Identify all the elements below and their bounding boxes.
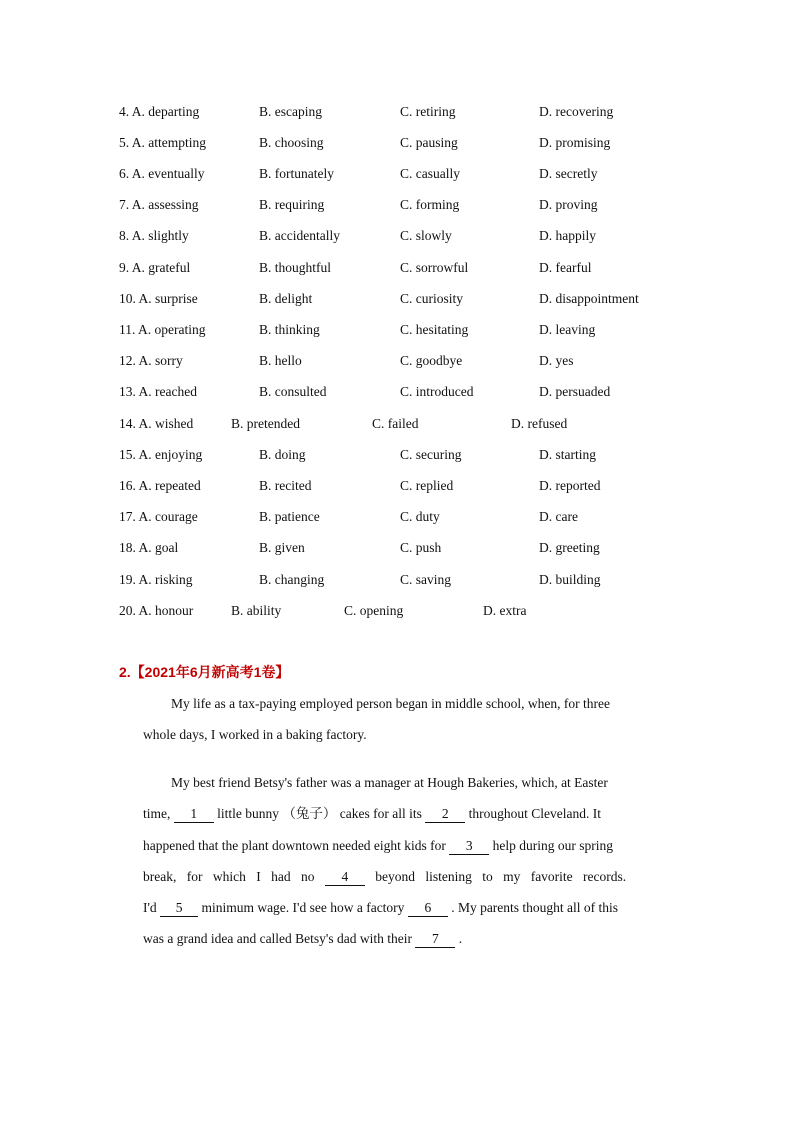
answer-blank: 3 — [449, 838, 489, 855]
option-row — [0, 507, 794, 527]
option-b: B. thoughtful — [259, 260, 332, 275]
option-a: 15. A. enjoying — [119, 447, 203, 462]
option-d: D. recovering — [539, 104, 614, 119]
option-d: D. yes — [539, 353, 574, 368]
option-row — [0, 538, 794, 558]
option-a: 5. A. attempting — [119, 135, 206, 150]
option-c: C. saving — [400, 572, 452, 587]
text: . — [458, 931, 463, 947]
passage-line: My best friend Betsy's father was a manager at Hough Bakeries, which, at Easter — [171, 775, 608, 790]
option-c: C. hesitating — [400, 322, 469, 337]
option-d: D. extra — [483, 603, 527, 618]
option-a: 4. A. departing — [119, 104, 200, 119]
option-d: D. leaving — [539, 322, 596, 337]
option-d: D. fearful — [539, 260, 592, 275]
option-a: 9. A. grateful — [119, 260, 191, 275]
option-b: B. given — [259, 540, 305, 555]
text: minimum wage. I'd see how a factory — [201, 900, 405, 916]
option-d: D. secretly — [539, 166, 598, 181]
option-c: C. duty — [400, 509, 440, 524]
text: happened that the plant downtown needed eight kids for — [143, 837, 446, 853]
option-row — [0, 601, 794, 621]
option-b: B. ability — [231, 603, 282, 618]
option-row — [0, 195, 794, 215]
option-c: C. pausing — [400, 135, 458, 150]
option-c: C. push — [400, 540, 442, 555]
answer-blank: 1 — [174, 806, 214, 823]
option-a: 12. A. sorry — [119, 353, 183, 368]
passage — [143, 688, 651, 751]
option-d: D. starting — [539, 447, 596, 462]
option-a: 14. A. wished — [119, 416, 194, 431]
option-b: B. thinking — [259, 322, 320, 337]
passage-line — [143, 830, 651, 861]
option-d: D. greeting — [539, 540, 600, 555]
option-b: B. recited — [259, 478, 312, 493]
passage-line: whole days, I worked in a baking factory. — [143, 727, 367, 743]
text: beyond listening to my favorite records. — [375, 868, 627, 884]
option-a: 10. A. surprise — [119, 291, 198, 306]
text: was a grand idea and called Betsy's dad with their — [143, 931, 412, 947]
option-row — [0, 226, 794, 246]
option-d: D. disappointment — [539, 291, 639, 306]
passage-line — [143, 892, 651, 923]
option-row — [0, 289, 794, 309]
option-a: 11. A. operating — [119, 322, 206, 337]
answer-blank: 5 — [160, 900, 198, 917]
option-c: C. slowly — [400, 228, 452, 243]
option-row — [0, 164, 794, 184]
passage — [143, 767, 651, 955]
option-row — [0, 320, 794, 340]
option-c: C. forming — [400, 197, 460, 212]
passage-line — [143, 923, 651, 954]
answer-blank: 7 — [415, 931, 455, 948]
option-b: B. hello — [259, 353, 302, 368]
text: I'd — [143, 900, 157, 916]
option-b: B. accidentally — [259, 228, 340, 243]
option-a: 18. A. goal — [119, 540, 179, 555]
option-c: C. sorrowful — [400, 260, 469, 275]
option-row — [0, 570, 794, 590]
option-a: 8. A. slightly — [119, 228, 189, 243]
option-row — [0, 351, 794, 371]
option-b: B. choosing — [259, 135, 324, 150]
option-row — [0, 382, 794, 402]
answer-blank: 4 — [325, 869, 365, 886]
passage-line — [143, 861, 651, 892]
option-c: C. retiring — [400, 104, 456, 119]
option-c: C. introduced — [400, 384, 474, 399]
passage-line — [143, 798, 651, 829]
option-c: C. replied — [400, 478, 454, 493]
option-row — [0, 476, 794, 496]
answer-blank: 6 — [408, 900, 448, 917]
option-d: D. persuaded — [539, 384, 611, 399]
option-d: D. promising — [539, 135, 611, 150]
option-c: C. securing — [400, 447, 462, 462]
option-row — [0, 133, 794, 153]
option-a: 16. A. repeated — [119, 478, 201, 493]
option-row — [0, 102, 794, 122]
option-d: D. care — [539, 509, 578, 524]
option-d: D. proving — [539, 197, 598, 212]
option-c: C. opening — [344, 603, 404, 618]
option-b: B. delight — [259, 291, 313, 306]
option-d: D. happily — [539, 228, 596, 243]
option-b: B. changing — [259, 572, 325, 587]
option-c: C. goodbye — [400, 353, 463, 368]
option-b: B. doing — [259, 447, 306, 462]
option-d: D. building — [539, 572, 601, 587]
text: help during our spring — [492, 837, 614, 853]
text: time, — [143, 806, 171, 822]
option-a: 20. A. honour — [119, 603, 194, 618]
option-a: 19. A. risking — [119, 572, 193, 587]
option-b: B. consulted — [259, 384, 327, 399]
option-b: B. pretended — [231, 416, 300, 431]
option-c: C. curiosity — [400, 291, 463, 306]
option-a: 6. A. eventually — [119, 166, 205, 181]
option-b: B. requiring — [259, 197, 325, 212]
option-b: B. escaping — [259, 104, 322, 119]
text: little bunny （兔子） cakes for all its — [217, 806, 422, 822]
option-d: D. reported — [539, 478, 601, 493]
section-heading: 2.【2021年6月新高考1卷】 — [119, 664, 290, 680]
option-b: B. fortunately — [259, 166, 334, 181]
text: throughout Cleveland. It — [468, 806, 601, 822]
option-c: C. casually — [400, 166, 460, 181]
option-row — [0, 414, 794, 434]
answer-blank: 2 — [425, 806, 465, 823]
option-a: 7. A. assessing — [119, 197, 199, 212]
text: . My parents thought all of this — [451, 900, 619, 916]
passage-line: My life as a tax-paying employed person began in middle school, when, for three — [171, 696, 611, 711]
option-a: 17. A. courage — [119, 509, 198, 524]
option-row — [0, 258, 794, 278]
option-c: C. failed — [372, 416, 419, 431]
option-a: 13. A. reached — [119, 384, 197, 399]
option-d: D. refused — [511, 416, 568, 431]
option-row — [0, 445, 794, 465]
option-b: B. patience — [259, 509, 320, 524]
text: break, for which I had no — [143, 868, 315, 884]
